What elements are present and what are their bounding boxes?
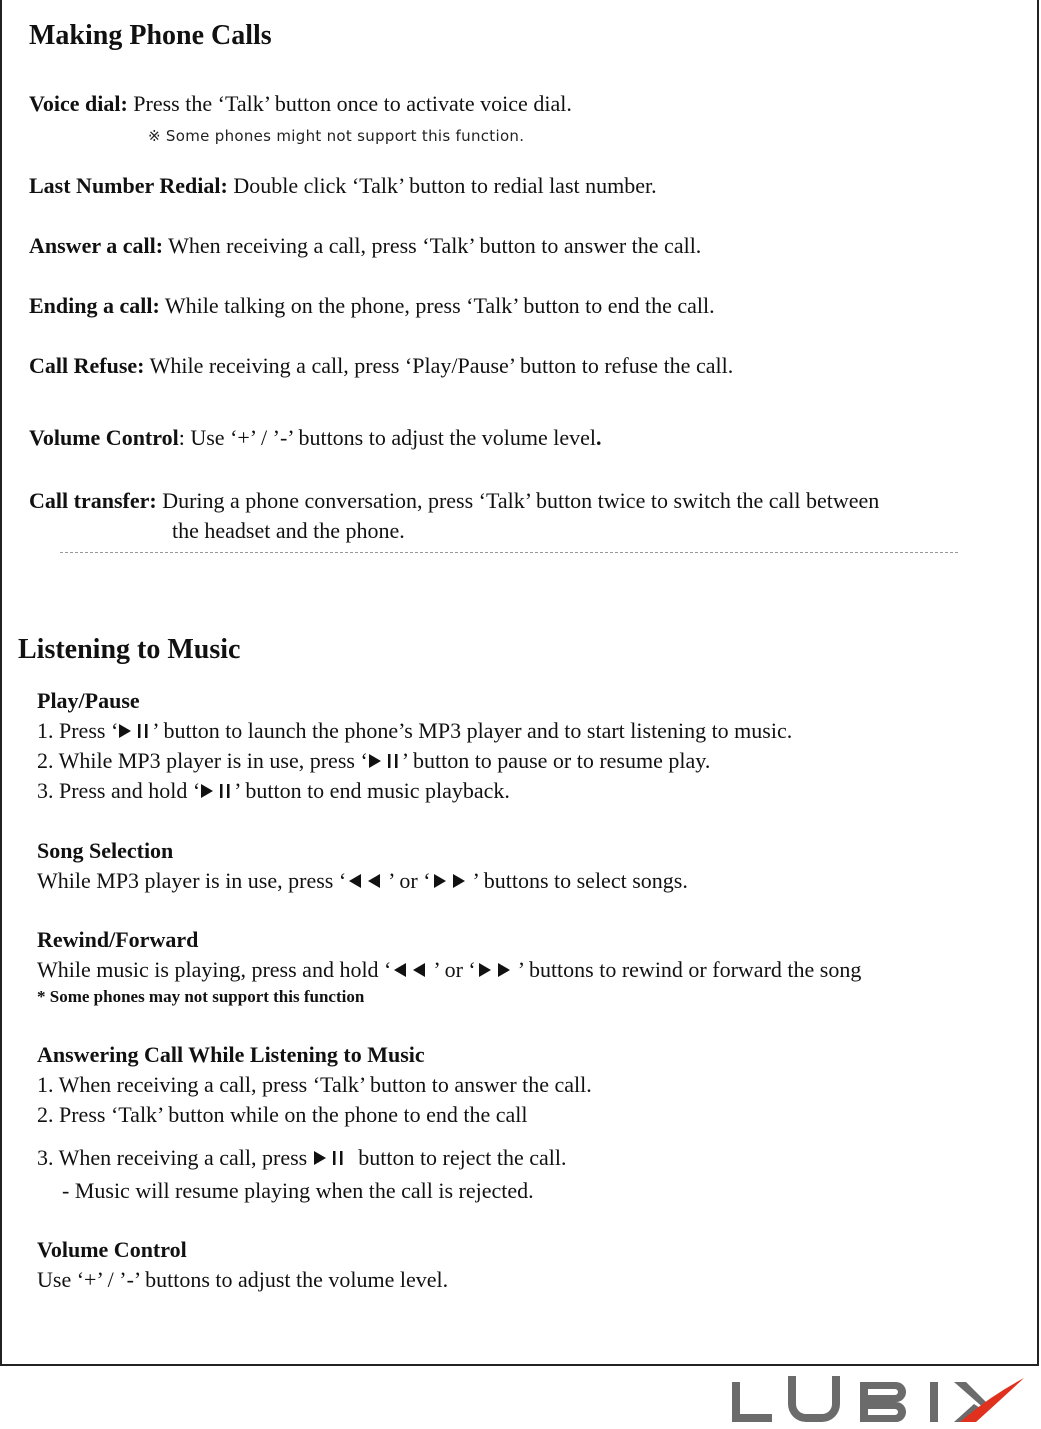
play-pause-line-2-post: ’ button to pause or to resume play. (401, 748, 711, 773)
volume-label: Volume Control (29, 425, 179, 450)
transfer-text: During a phone conversation, press ‘Talk’ button twice to switch the call between (156, 488, 880, 513)
play-pause-line-3-post: ’ button to end music playback. (234, 778, 510, 803)
rewind-forward-note: * Some phones may not support this function (37, 987, 365, 1006)
redial-label: Last Number Redial: (29, 173, 228, 198)
song-selection-pre: While MP3 player is in use, press ‘ (37, 868, 347, 893)
refuse-label: Call Refuse: (29, 353, 145, 378)
play-pause-line-1-post: ’ button to launch the phone’s MP3 player and to start listening to music. (152, 718, 793, 743)
play-pause-line-3-pre: 3. Press and hold ‘ (37, 778, 201, 803)
song-selection-heading: Song Selection (37, 838, 174, 863)
song-selection-mid: ’ or ‘ (388, 868, 431, 893)
lubix-logo (730, 1376, 1026, 1428)
play-pause-icon (118, 722, 152, 740)
answering-line-1: 1. When receiving a call, press ‘Talk’ button to answer the call. (37, 1072, 592, 1097)
volume-text: : Use ‘+’ / ’-’ buttons to adjust the volume level (178, 425, 597, 450)
play-pause-heading: Play/Pause (37, 688, 140, 713)
voice-dial-label: Voice dial: (29, 91, 128, 116)
play-pause-line-2 (37, 748, 710, 774)
section-divider (60, 552, 958, 553)
ending-label: Ending a call: (29, 293, 160, 318)
answer-line (29, 233, 701, 259)
answering-line-3-pre: 3. When receiving a call, press (37, 1145, 313, 1170)
refuse-text: While receiving a call, press ‘Play/Pause’ button to refuse the call. (144, 353, 734, 378)
answer-label: Answer a call: (29, 233, 164, 258)
play-pause-line-3 (37, 778, 510, 804)
transfer-line (29, 488, 879, 514)
answering-line-3-post: button to reject the call. (352, 1145, 567, 1170)
rewind-forward-pre: While music is playing, press and hold ‘ (37, 957, 392, 982)
volume-text: Use ‘+’ / ’-’ buttons to adjust the volume level. (37, 1267, 449, 1292)
play-pause-line-1-pre: 1. Press ‘ (37, 718, 119, 743)
play-pause-icon (313, 1149, 353, 1167)
voice-dial-note: ※ Some phones might not support this function. (148, 127, 525, 145)
transfer-label: Call transfer: (29, 488, 157, 513)
ending-text: While talking on the phone, press ‘Talk’ button to end the call. (159, 293, 715, 318)
rewind-icon (391, 961, 433, 979)
voice-dial-text: Press the ‘Talk’ button once to activate voice dial. (127, 91, 572, 116)
rewind-forward-heading: Rewind/Forward (37, 927, 199, 952)
answering-line-4: - Music will resume playing when the call is rejected. (62, 1178, 534, 1203)
transfer-line-2: the headset and the phone. (172, 518, 405, 543)
answering-heading: Answering Call While Listening to Music (37, 1042, 425, 1067)
volume-line (29, 425, 602, 451)
calls-title: Making Phone Calls (29, 20, 272, 51)
redial-line (29, 173, 657, 199)
song-selection-post: ’ buttons to select songs. (472, 868, 688, 893)
voice-dial-line (29, 91, 572, 117)
rewind-forward-line (37, 957, 861, 983)
volume-end: . (596, 425, 602, 450)
ending-line (29, 293, 715, 319)
rewind-forward-post: ’ buttons to rewind or forward the song (517, 957, 862, 982)
previous-icon (346, 872, 388, 890)
play-pause-icon (200, 782, 234, 800)
refuse-line (29, 353, 733, 379)
music-title: Listening to Music (18, 634, 241, 665)
answering-line-2: 2. Press ‘Talk’ button while on the phone to end the call (37, 1102, 528, 1127)
redial-text: Double click ‘Talk’ button to redial last number. (227, 173, 657, 198)
song-selection-line (37, 868, 688, 894)
next-icon (431, 872, 473, 890)
play-pause-line-2-pre: 2. While MP3 player is in use, press ‘ (37, 748, 368, 773)
forward-icon (476, 961, 518, 979)
rewind-forward-mid: ’ or ‘ (433, 957, 476, 982)
answer-text: When receiving a call, press ‘Talk’ button to answer the call. (163, 233, 702, 258)
play-pause-icon (368, 752, 402, 770)
answering-line-3 (37, 1145, 567, 1171)
volume-heading: Volume Control (37, 1237, 187, 1262)
play-pause-line-1 (37, 718, 792, 744)
